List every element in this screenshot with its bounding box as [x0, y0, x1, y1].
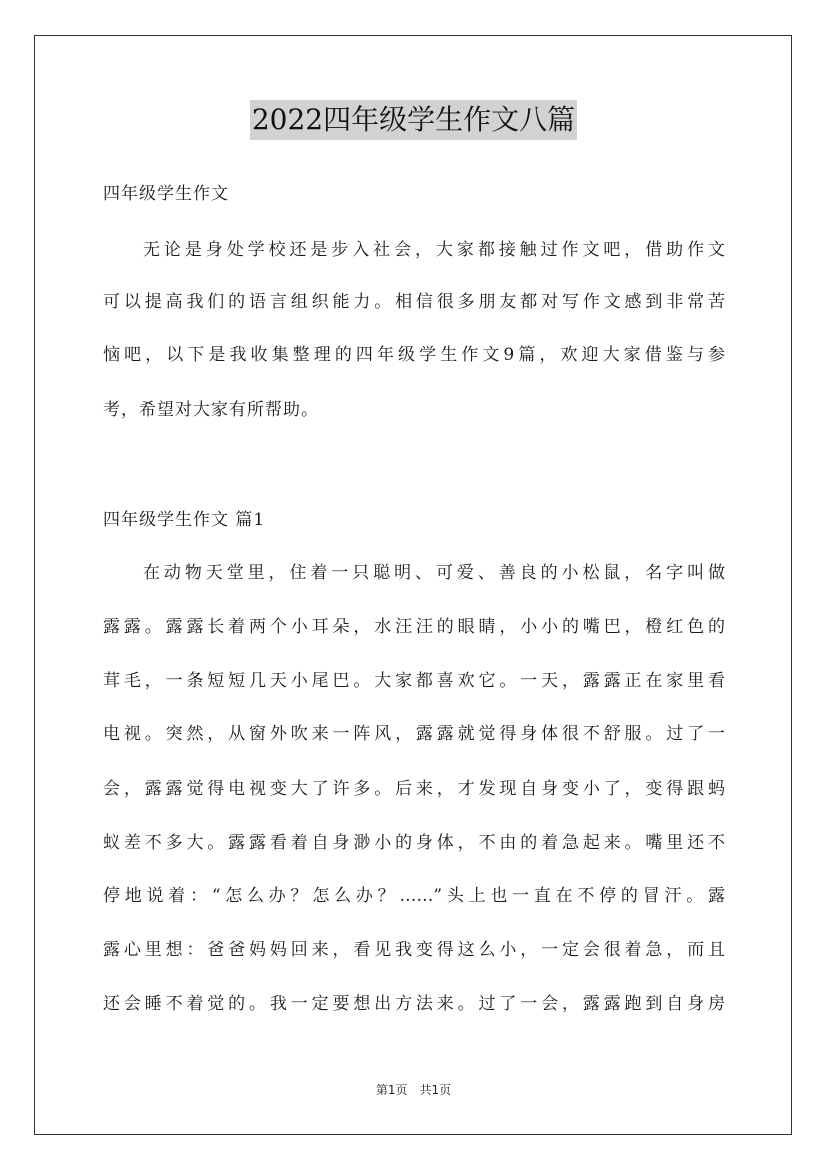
section1-line: 露露。露露长着两个小耳朵，水汪汪的眼睛，小小的嘴巴，橙红色的	[103, 617, 725, 637]
section1-heading: 四年级学生作文 篇1	[103, 510, 266, 530]
page-number-footer: 第1页 共1页	[375, 1083, 452, 1097]
intro-line: 考，希望对大家有所帮助。	[103, 400, 319, 420]
section1-line: 茸毛，一条短短几天小尾巴。大家都喜欢它。一天，露露正在家里看	[103, 671, 725, 691]
section1-line: 会，露露觉得电视变大了许多。后来，才发现自身变小了，变得跟蚂	[103, 779, 725, 799]
intro-heading: 四年级学生作文	[103, 184, 229, 204]
section1-line: 蚁差不多大。露露看着自身渺小的身体，不由的着急起来。嘴里还不	[103, 833, 725, 853]
section1-line: 在动物天堂里，住着一只聪明、可爱、善良的小松鼠，名字叫做	[143, 563, 725, 583]
section1-line: 停地说着：“怎么办？怎么办？……”头上也一直在不停的冒汗。露	[103, 886, 725, 906]
section1-line: 露心里想：爸爸妈妈回来，看见我变得这么小，一定会很着急，而且	[103, 940, 725, 960]
title-container	[0, 100, 827, 140]
intro-line: 无论是身处学校还是步入社会，大家都接触过作文吧，借助作文	[143, 240, 725, 260]
section1-line: 还会睡不着觉的。我一定要想出方法来。过了一会，露露跑到自身房	[103, 994, 725, 1014]
document-title: 2022四年级学生作文八篇	[250, 100, 577, 140]
intro-line: 恼吧，以下是我收集整理的四年级学生作文9篇，欢迎大家借鉴与参	[103, 345, 725, 365]
intro-line: 可以提高我们的语言组织能力。相信很多朋友都对写作文感到非常苦	[103, 292, 725, 312]
section1-line: 电视。突然，从窗外吹来一阵风，露露就觉得身体很不舒服。过了一	[103, 724, 725, 744]
